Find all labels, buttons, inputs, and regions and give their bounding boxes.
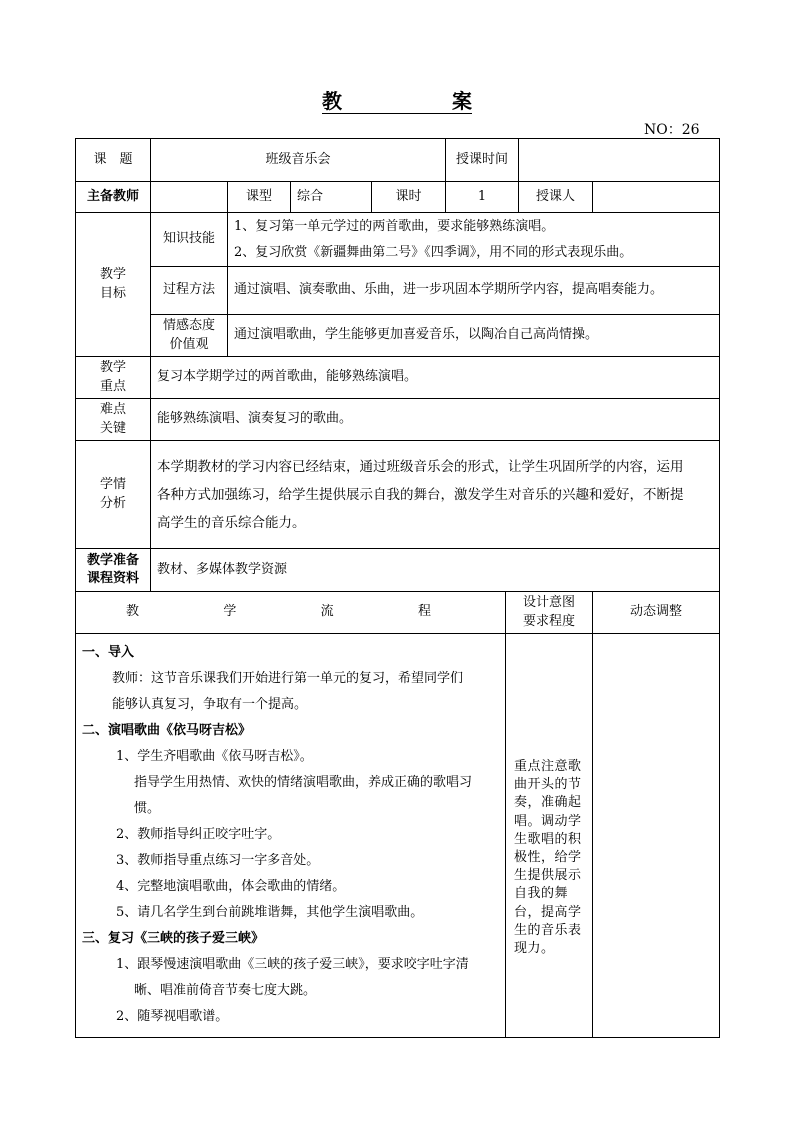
knowledge-text (228, 213, 720, 267)
analysis-label-top: 学情 (99, 477, 126, 493)
section-intro-title: 一、导入 (82, 645, 135, 660)
section-review-title: 三、复习《三峡的孩子爱三峡》 (82, 931, 265, 946)
song-step-1-detail-cont: 惯。 (134, 801, 161, 816)
preparation-text: 教材、多媒体教学资源 (151, 549, 720, 592)
lead-teacher-label: 主备教师 (76, 182, 151, 213)
review-step-1: 1、跟琴慢速演唱歌曲《三峡的孩子爱三峡》，要求咬字吐字清 (116, 957, 469, 972)
class-time-value (519, 139, 720, 182)
row-goal-emotion (76, 315, 720, 357)
flow-header-char-3: 流 (320, 604, 334, 620)
song-step-1: 1、学生齐唱歌曲《依马呀吉松》。 (116, 749, 313, 764)
class-hours-label: 课时 (372, 182, 446, 213)
row-topic (76, 139, 720, 182)
knowledge-label: 知识技能 (151, 213, 228, 267)
knowledge-item-2: 2、复习欣赏《新疆舞曲第二号》《四季调》，用不同的形式表现乐曲。 (234, 244, 633, 260)
teaching-flow (76, 634, 506, 1038)
goals-label-bottom: 目标 (99, 285, 126, 301)
design-intent-header-line-1: 设计意图 (523, 595, 576, 611)
lesson-plan-table (75, 138, 720, 1038)
section-song-title: 二、演唱歌曲《依马呀吉松》 (82, 723, 252, 738)
emotion-label-line-2: 价值观 (169, 336, 209, 352)
row-goal-knowledge (76, 213, 720, 267)
preparation-label (76, 549, 151, 592)
song-step-5: 5、请几名学生到台前跳堆谐舞，其他学生演唱歌曲。 (116, 905, 424, 920)
design-intent-header-line-2: 要求程度 (523, 613, 576, 629)
emotion-label-line-1: 情感态度 (162, 318, 215, 334)
review-step-2: 2、随琴视唱歌谱。 (116, 1009, 229, 1024)
analysis-label-bottom: 分析 (99, 495, 126, 511)
song-step-2: 2、教师指导纠正咬字吐字。 (116, 827, 281, 842)
analysis-line-1: 本学期教材的学习内容已经结束，通过班级音乐会的形式，让学生巩固所学的内容，运用 (157, 458, 684, 475)
design-intent-header (506, 592, 593, 634)
knowledge-item-1: 1、复习第一单元学过的两首歌曲，要求能够熟练演唱。 (234, 218, 555, 234)
preparation-label-bottom: 课程资料 (86, 571, 139, 586)
difficulty-text: 能够熟练演唱、演奏复习的歌曲。 (151, 399, 720, 441)
lecturer-value (593, 182, 720, 213)
key-points-label-bottom: 重点 (99, 378, 126, 394)
emotion-label (151, 315, 228, 357)
lead-teacher-value (151, 182, 228, 213)
analysis-label (76, 441, 151, 549)
process-label: 过程方法 (151, 267, 228, 315)
key-points-label-top: 教学 (99, 360, 126, 376)
goals-label-top: 教学 (99, 267, 126, 283)
analysis-text (151, 441, 720, 549)
design-intent-text: 重点注意歌曲开头的节奏，准确起唱。调动学生歌唱的积极性，给学生提供展示自我的舞台，提高学生的音乐表现力。 (506, 634, 593, 1038)
goals-label (76, 213, 151, 357)
lecturer-label: 授课人 (519, 182, 593, 213)
preparation-label-top: 教学准备 (86, 552, 139, 568)
difficulty-label (76, 399, 151, 441)
row-key-points (76, 357, 720, 399)
topic-label: 课 题 (76, 139, 151, 182)
key-points-label (76, 357, 151, 399)
analysis-line-3: 高学生的音乐综合能力。 (157, 514, 306, 531)
difficulty-label-bottom: 关键 (99, 420, 126, 436)
flow-header-title (76, 603, 505, 621)
lesson-type-value: 综合 (291, 182, 372, 213)
song-step-4: 4、完整地演唱歌曲，体会歌曲的情绪。 (116, 879, 346, 894)
row-difficulty (76, 399, 720, 441)
flow-header-char-4: 程 (417, 604, 431, 620)
key-points-text: 复习本学期学过的两首歌曲，能够熟练演唱。 (151, 357, 720, 399)
flow-header-char-2: 学 (223, 604, 237, 620)
topic-value: 班级音乐会 (151, 139, 446, 182)
song-step-1-detail: 指导学生用热情、欢快的情绪演唱歌曲，养成正确的歌唱习 (134, 775, 473, 790)
song-step-3: 3、教师指导重点练习一字多音处。 (116, 853, 320, 868)
row-goal-process (76, 267, 720, 315)
intro-line-1: 教师：这节音乐课我们开始进行第一单元的复习，希望同学们 (112, 671, 464, 686)
flow-header-char-1: 教 (126, 604, 140, 620)
row-analysis (76, 441, 720, 549)
intro-line-2: 能够认真复习，争取有一个提高。 (112, 697, 308, 712)
difficulty-label-top: 难点 (99, 402, 126, 418)
row-flow-header (76, 592, 720, 634)
lesson-type-label: 课型 (228, 182, 291, 213)
dynamic-adjust-text (593, 634, 720, 1038)
document-number: NO：26 (644, 122, 700, 138)
dynamic-adjust-header: 动态调整 (593, 592, 720, 634)
document-title (322, 85, 472, 114)
row-flow-content (76, 634, 720, 1038)
process-text: 通过演唱、演奏歌曲、乐曲，进一步巩固本学期所学内容，提高唱奏能力。 (228, 267, 720, 315)
review-step-1-cont: 晰、唱准前倚音节奏七度大跳。 (134, 983, 317, 998)
class-hours-value: 1 (446, 182, 519, 213)
class-time-label: 授课时间 (446, 139, 519, 182)
title-char-2: 案 (452, 89, 472, 113)
flow-header (76, 592, 506, 634)
analysis-line-2: 各种方式加强练习，给学生提供展示自我的舞台，激发学生对音乐的兴趣和爱好，不断提 (157, 486, 684, 503)
row-teacher (76, 182, 720, 213)
row-preparation (76, 549, 720, 592)
title-char-1: 教 (322, 89, 342, 113)
emotion-text: 通过演唱歌曲，学生能够更加喜爱音乐，以陶冶自己高尚情操。 (228, 315, 720, 357)
